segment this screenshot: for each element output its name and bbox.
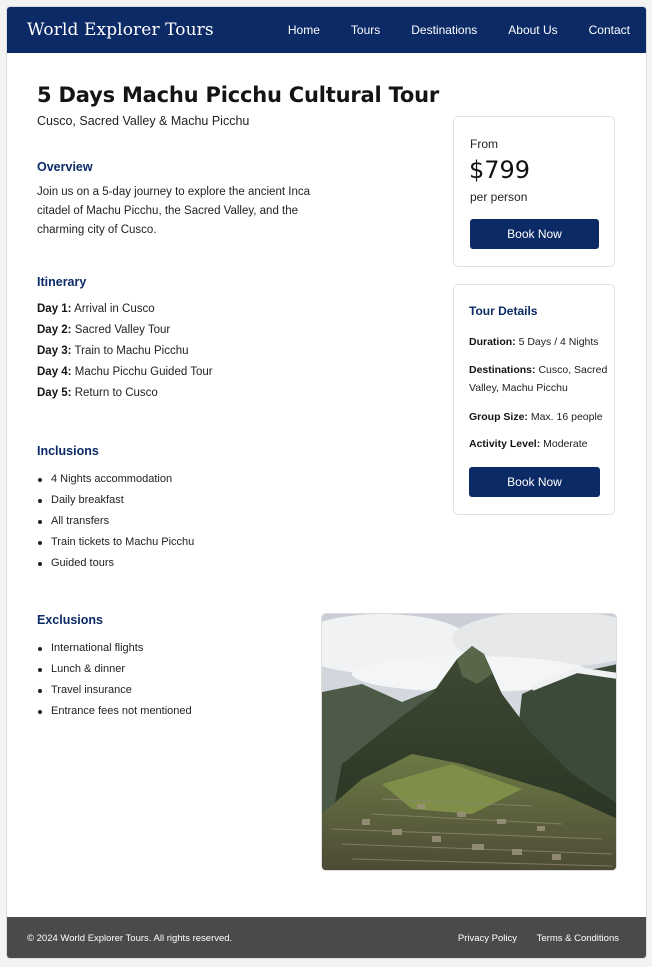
list-item: Guided tours bbox=[37, 555, 194, 576]
itinerary-day bbox=[37, 385, 213, 406]
list-item: Train tickets to Machu Picchu bbox=[37, 534, 194, 555]
day-text: Return to Cusco bbox=[74, 387, 158, 399]
main-nav bbox=[257, 23, 630, 37]
detail-value: Cusco, Sacred Valley, Machu Picchu bbox=[469, 364, 608, 394]
day-label: Day 1: bbox=[37, 303, 72, 315]
inclusions-list bbox=[37, 471, 194, 576]
list-item: 4 Nights accommodation bbox=[37, 471, 194, 492]
nav-contact[interactable]: Contact bbox=[588, 23, 630, 37]
book-now-button[interactable]: Book Now bbox=[469, 467, 600, 497]
list-item: Entrance fees not mentioned bbox=[37, 703, 192, 724]
day-label: Day 4: bbox=[37, 366, 72, 378]
day-label: Day 3: bbox=[37, 345, 72, 357]
list-item: International flights bbox=[37, 640, 192, 661]
book-now-button[interactable]: Book Now bbox=[470, 219, 599, 249]
detail-label: Group Size: bbox=[469, 411, 528, 423]
list-item: Lunch & dinner bbox=[37, 661, 192, 682]
footer-links bbox=[441, 933, 619, 944]
overview-heading: Overview bbox=[37, 160, 93, 174]
itinerary-day bbox=[37, 322, 213, 343]
nav-home[interactable]: Home bbox=[287, 23, 320, 37]
price-card bbox=[453, 116, 615, 267]
tour-subtitle: Cusco, Sacred Valley & Machu Picchu bbox=[37, 114, 250, 128]
day-text: Machu Picchu Guided Tour bbox=[74, 366, 213, 378]
itinerary-day bbox=[37, 301, 213, 322]
page-frame bbox=[6, 6, 647, 959]
detail-label: Destinations: bbox=[469, 364, 536, 376]
list-item: Daily breakfast bbox=[37, 492, 194, 513]
list-item: All transfers bbox=[37, 513, 194, 534]
site-footer bbox=[7, 917, 647, 959]
list-item: Travel insurance bbox=[37, 682, 192, 703]
itinerary-heading: Itinerary bbox=[37, 275, 87, 289]
day-label: Day 2: bbox=[37, 324, 72, 336]
tour-title: 5 Days Machu Picchu Cultural Tour bbox=[37, 83, 440, 107]
overview-text: Join us on a 5-day journey to explore the ancient Inca citadel of Machu Picchu, the Sacred Valley, and the charming city of Cusco. bbox=[37, 186, 310, 236]
detail-label: Activity Level: bbox=[469, 438, 541, 450]
detail-duration bbox=[469, 333, 609, 351]
detail-destinations bbox=[469, 361, 609, 397]
brand-logo[interactable]: World Explorer Tours bbox=[27, 20, 214, 40]
footer-copyright: © 2024 World Explorer Tours. All rights reserved. bbox=[27, 933, 233, 944]
tour-details-title: Tour Details bbox=[469, 304, 538, 318]
itinerary-day bbox=[37, 364, 213, 385]
detail-value: Max. 16 people bbox=[530, 411, 603, 423]
terms-conditions-link[interactable]: Terms & Conditions bbox=[536, 933, 619, 944]
itinerary-day bbox=[37, 343, 213, 364]
nav-about-us[interactable]: About Us bbox=[508, 23, 558, 37]
day-label: Day 5: bbox=[37, 387, 72, 399]
detail-group-size bbox=[469, 408, 609, 426]
exclusions-list bbox=[37, 640, 192, 724]
day-text: Arrival in Cusco bbox=[74, 303, 155, 315]
tour-details-card bbox=[453, 284, 615, 515]
price-value: $799 bbox=[469, 156, 531, 184]
price-from-label: From bbox=[470, 137, 498, 151]
detail-activity-level bbox=[469, 435, 609, 453]
detail-value: 5 Days / 4 Nights bbox=[518, 336, 599, 348]
detail-label: Duration: bbox=[469, 336, 516, 348]
detail-value: Moderate bbox=[543, 438, 588, 450]
site-header bbox=[7, 7, 647, 53]
machu-picchu-image bbox=[321, 613, 617, 871]
nav-tours[interactable]: Tours bbox=[350, 23, 381, 37]
privacy-policy-link[interactable]: Privacy Policy bbox=[457, 933, 517, 944]
inclusions-heading: Inclusions bbox=[37, 444, 99, 458]
exclusions-heading: Exclusions bbox=[37, 613, 103, 627]
itinerary-list bbox=[37, 301, 213, 406]
day-text: Train to Machu Picchu bbox=[74, 345, 189, 357]
day-text: Sacred Valley Tour bbox=[74, 324, 171, 336]
price-per-label: per person bbox=[470, 190, 528, 204]
nav-destinations[interactable]: Destinations bbox=[411, 23, 478, 37]
